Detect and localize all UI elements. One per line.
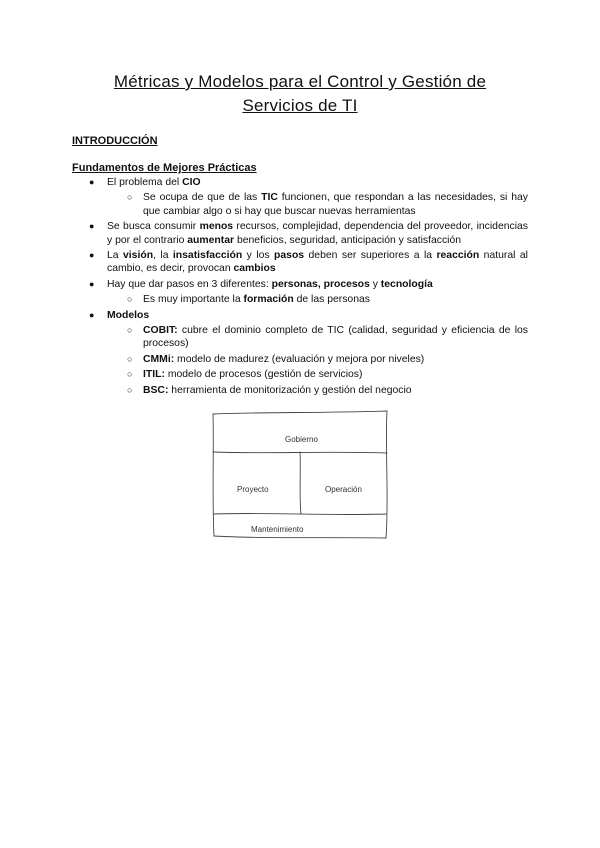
title-line-2: Servicios de TI bbox=[242, 96, 358, 115]
sub-bullet-icon: ○ bbox=[127, 294, 133, 305]
bullet-icon: ● bbox=[89, 177, 95, 187]
diagram-divider-bottom bbox=[214, 513, 386, 514]
bullet-icon: ● bbox=[89, 250, 95, 261]
sub-bullet-icon: ○ bbox=[127, 353, 133, 364]
list-item: ● Hay que dar pasos en 3 diferentes: personas, procesos y tecnología bbox=[89, 278, 433, 290]
diagram-label-operacion: Operación bbox=[325, 485, 362, 494]
diagram-divider-middle bbox=[300, 452, 301, 514]
title-line-1: Métricas y Modelos para el Control y Gestión de bbox=[113, 72, 487, 91]
diagram-sketch-lines bbox=[213, 411, 387, 538]
bullet-icon: ● bbox=[89, 278, 95, 289]
list-item: ● El problema del CIO bbox=[89, 177, 201, 188]
diagram-bottom-line bbox=[214, 536, 386, 538]
bullet-list bbox=[72, 176, 528, 399]
diagram-label-gobierno: Gobierno bbox=[285, 435, 318, 444]
bullet-icon: ● bbox=[89, 309, 95, 320]
list-item: ● La visión, la insatisfacción y los pasos deben ser superiores a la reacción natural al cambio, es decir, provocan cambios bbox=[89, 250, 528, 275]
diagram-right-line bbox=[386, 411, 387, 538]
diagram-top-line bbox=[213, 411, 387, 414]
sub-bullet-icon: ○ bbox=[127, 384, 133, 395]
list-item: ● Modelos bbox=[89, 309, 150, 321]
sub-list-item: ○ ITIL: modelo de procesos (gestión de servicios) bbox=[127, 369, 363, 381]
bullet-icon: ● bbox=[89, 221, 95, 232]
diagram-label-mantenimiento: Mantenimiento bbox=[251, 525, 304, 534]
sub-bullet-icon: ○ bbox=[127, 192, 133, 203]
sub-list-item: ○ CMMi: modelo de madurez (evaluación y mejora por niveles) bbox=[127, 353, 425, 365]
diagram-left-line bbox=[213, 414, 214, 536]
sub-bullet-icon: ○ bbox=[127, 369, 133, 380]
section-heading: INTRODUCCIÓN bbox=[72, 135, 158, 147]
sub-list-item: ○ Se ocupa de que de las TIC funcionen, que respondan a las necesidades, si hay que cambiar algo o si hay que buscar nuevas herramientas bbox=[127, 192, 529, 217]
sub-list-item: ○ COBIT: cubre el dominio completo de TIC (calidad, seguridad y eficiencia de los procesos) bbox=[127, 325, 528, 350]
document-title bbox=[0, 70, 600, 118]
it-management-diagram bbox=[205, 408, 395, 543]
subsection-heading: Fundamentos de Mejores Prácticas bbox=[72, 162, 257, 174]
sub-list-item: ○ BSC: herramienta de monitorización y gestión del negocio bbox=[127, 384, 412, 396]
sub-bullet-icon: ○ bbox=[127, 325, 133, 336]
sub-list-item: ○ Es muy importante la formación de las personas bbox=[127, 294, 370, 306]
list-item: ● Se busca consumir menos recursos, complejidad, dependencia del proveedor, incidencias y por el contrario aumentar beneficios, seguridad, anticipación y satisfacción bbox=[89, 221, 528, 246]
diagram-label-proyecto: Proyecto bbox=[237, 485, 269, 494]
